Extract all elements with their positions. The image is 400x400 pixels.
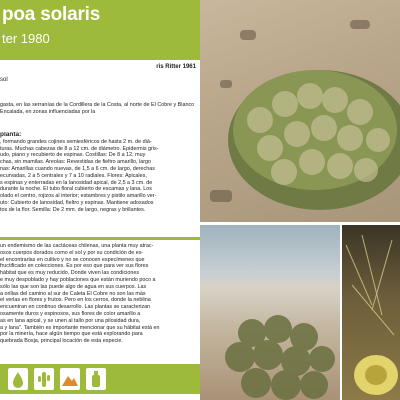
description-line: durante la noche. El tubo floral cubierto de escamas y lana. Los <box>0 186 152 193</box>
body-line: a orillas del camino al sur de Caleta El Cobre no son las más <box>0 290 146 297</box>
body-line: osos cuerpos dorados como el sol y por su condición de es- <box>0 249 144 256</box>
body-line: el encontrarlas en cultivo y no se conocen especímenes que <box>0 256 145 263</box>
body-line: fructificado en colecciones. Es por eso que para ver sus flores <box>0 263 149 270</box>
section-label: sol <box>0 77 8 83</box>
body-line: por la minería, hace algún tiempo que está explorando para <box>0 331 143 338</box>
description-line: chas, sin mamilas. Areolas: Revestidas de fieltro amarillo, largo <box>0 159 152 166</box>
body-line: as en lana apical, y se unen al tallo por una pilosidad dura, <box>0 317 141 324</box>
body-line: e muy despoblado y hay poblaciones que están muriendo poco a <box>0 276 156 283</box>
species-author: ter 1980 <box>2 31 50 46</box>
habitat-paragraph: gasta, en las serranías de la Cordillera de la Costa, al norte de El Cobre y Blanco Encalada, en zonas influenciadas por la <box>0 102 195 115</box>
body-line: encuentran en continuo desarrollo. Las plantas se caracterizan <box>0 304 151 311</box>
body-paragraph <box>0 243 196 362</box>
body-line: a y lana". También es importante mencionar que su hábitat está en <box>0 324 160 331</box>
description-line: turas. Muchas cabezas de 8 a 12 cm. de diámetro. Epidermis gris- <box>0 145 159 152</box>
flower-closeup-photo <box>342 225 400 400</box>
description-line: olado el centro, rojizos al interior; estambres y pistilo amarillo ver- <box>0 193 157 200</box>
description-line: nas: Amarillas cuando nuevas, de 1,5 a 6 cm. de largo, derechas <box>0 165 155 172</box>
cactus-icon <box>34 368 54 390</box>
cactus-cushion-photo <box>200 0 400 222</box>
body-line: osamente duros y espinosos, sus flores de color amarillo a <box>0 310 141 317</box>
description-line: uto: Cubierto de lanosidad, fieltro y espinas. Mantiene adosados <box>0 199 154 206</box>
coastal-habitat-photo <box>200 225 340 400</box>
body-line: sólo las que son las puede algo de agua en sus cuerpos. Las <box>0 283 147 290</box>
section-divider <box>0 237 200 240</box>
body-line: un endemismo de las cactáceas chilenas, una planta muy atrac- <box>0 243 154 249</box>
description-line: udo, piano y recubierto de espinas. Costillas: De 8 a 12, muy <box>0 152 146 159</box>
description-block <box>0 132 196 230</box>
description-heading: planta: <box>0 132 22 138</box>
body-line: hábitat que es muy reducido. Donde viven las condiciones <box>0 270 140 277</box>
typus-locality: ris Ritter 1961 <box>156 64 196 70</box>
description-line: s espinas y enterradas en la lanosidad apical, de 2,5 a 3 cm. de <box>0 179 153 186</box>
watering-icon <box>8 368 28 390</box>
care-icon-bar <box>0 364 200 394</box>
species-title: poa solaris <box>2 4 101 25</box>
mountain-icon <box>60 368 80 390</box>
description-line: ecurvadas, 2 a 5 centrales y 7 a 10 radiales. Flores: Apicales, <box>0 172 147 179</box>
description-line: , formando grandes cojines semiesféricos de hasta 2 m. de diá- <box>0 138 152 145</box>
bottle-icon <box>86 368 106 390</box>
species-header <box>0 0 200 60</box>
description-line: tos de la flor. Semilla: De 2 mm. de largo, negras y brillantes. <box>0 206 146 213</box>
body-line: el verlas en flores y frutos. Pero en los cerros, donde la neblina <box>0 297 151 304</box>
body-line: quebrada Bosja, principal locación de esta especie. <box>0 338 123 345</box>
